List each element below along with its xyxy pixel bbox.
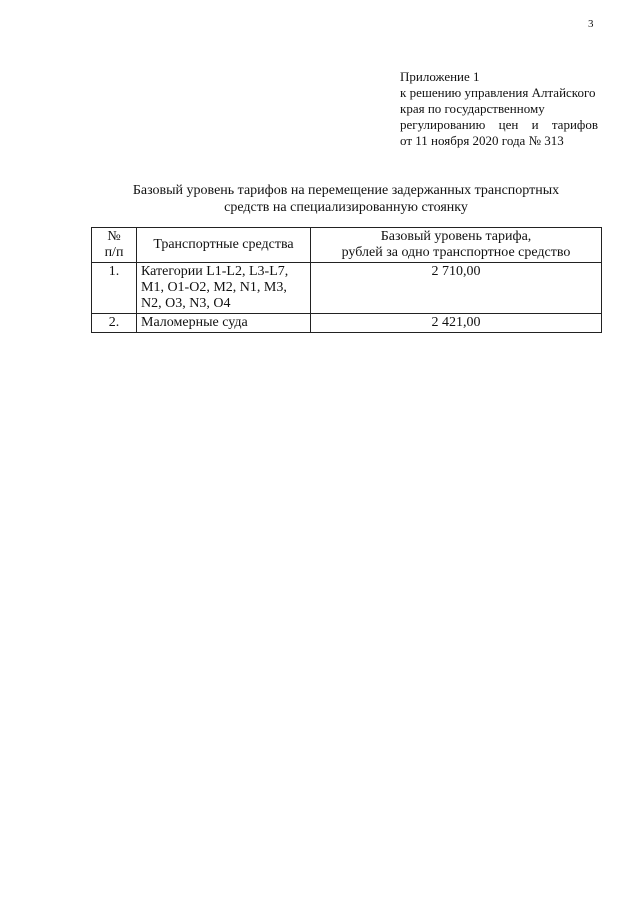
header-number: [92, 228, 137, 263]
table-row: [92, 314, 602, 333]
appendix-line-justified: [400, 117, 598, 133]
vehicle-line: Маломерные суда: [141, 315, 248, 330]
appendix-line: Приложение 1: [400, 69, 480, 84]
header-price-line: Базовый уровень тарифа,: [380, 229, 532, 244]
appendix-header: [400, 69, 598, 149]
header-number-line: п/п: [104, 245, 124, 260]
appendix-line: от 11 ноября 2020 года № 313: [400, 133, 564, 148]
appendix-word: цен: [498, 117, 519, 132]
vehicle-line: Категории L1-L2, L3-L7,: [141, 264, 289, 279]
vehicle-line: N2, O3, N3, O4: [141, 296, 231, 311]
row-price: 2 710,00: [311, 263, 602, 314]
document-title: [90, 182, 602, 216]
appendix-word: и: [531, 117, 539, 132]
row-price: 2 421,00: [311, 314, 602, 333]
header-number-line: №: [107, 229, 121, 244]
tariff-table: [91, 227, 602, 333]
vehicle-line: M1, O1-O2, M2, N1, M3,: [141, 280, 287, 295]
row-number: 2.: [92, 314, 137, 333]
page-number: 3: [588, 18, 594, 30]
appendix-line: к решению управления Алтайского: [400, 85, 596, 100]
appendix-word: регулированию: [400, 117, 486, 132]
appendix-word: тарифов: [551, 117, 598, 132]
row-vehicles: [137, 263, 311, 314]
title-line: средств на специализированную стоянку: [224, 200, 468, 215]
header-vehicles: Транспортные средства: [137, 228, 311, 263]
header-price: [311, 228, 602, 263]
row-vehicles: [137, 314, 311, 333]
header-price-line: рублей за одно транспортное средство: [341, 245, 571, 260]
table-header-row: [92, 228, 602, 263]
table-row: [92, 263, 602, 314]
title-line: Базовый уровень тарифов на перемещение задержанных транспортных: [132, 183, 560, 198]
appendix-line: края по государственному: [400, 101, 545, 116]
row-number: 1.: [92, 263, 137, 314]
